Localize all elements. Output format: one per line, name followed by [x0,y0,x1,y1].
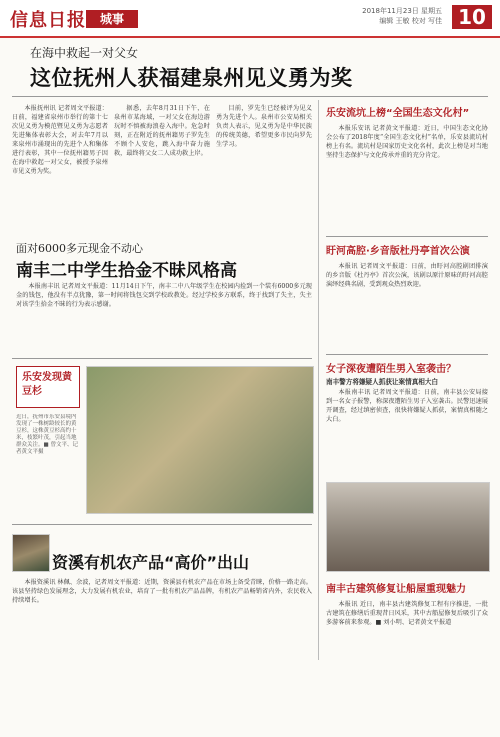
middle-body [16,282,312,352]
side-story-2-headline[interactable]: 盱河高腔·乡音版杜丹亭首次公演 [326,246,470,257]
bottom-right-body [326,600,488,724]
divider [12,524,312,525]
bottom-paragraph: 本报资溪讯 林佩、余波，记者周文平报道：近期，资溪县有机农产品在市场上备受青睐，价格一路走高。该县坚持绿色发展理念，大力发展有机农业，培育了一批有机农产品品牌，有机农产品畅销省内外，农民收入持续增长。 [12,579,312,604]
divider [12,96,488,97]
divider [326,354,488,355]
divider [326,236,488,237]
issue-date: 2018年11月23日 星期五 [362,7,442,15]
photo-box-title-frame [16,366,80,408]
lead-paragraph: 目前，罗先生已经被评为见义勇为先进个人。泉州市公安局相关负责人表示，见义勇为是中华民族的传统美德，希望更多市民向罗先生学习。 [216,105,312,148]
lead-body-col2 [114,104,210,232]
page-number: 10 [452,5,492,29]
section-tag[interactable]: 城事 [86,10,138,28]
building-photo [326,482,490,572]
newspaper-logo: 信息日报 [10,10,86,31]
middle-paragraph: 本报南丰讯 记者周文平报道：11月14日下午，南丰二中八年级学生在校园内捡到一个装有6000多元现金的钱包，他没有半点犹豫，第一时间将钱包交到学校政教处。经过学校多方联系，终于找到了失主，失主对该学生拾金不昧的行为表示感谢。 [16,283,312,308]
lead-body-col1 [12,104,108,232]
bottom-right-paragraph: 本报讯 近日，南丰县古建筑修复工程有序推进，一批古建筑在修缮后重现昔日风采，其中古船屋修复后吸引了众多游客前来参观。■ 刘小明、记者黄文平报道 [326,601,488,626]
side-story-3-headline[interactable]: 女子深夜遭陌生男入室袭击？ [326,364,456,375]
side-story-2-body [326,262,488,352]
lead-headline[interactable]: 这位抚州人获福建泉州见义勇为奖 [30,66,353,90]
side-story-1-headline[interactable]: 乐安流坑上榜“全国生态文化村” [326,108,470,119]
side-story-2-paragraph: 本报讯 记者周文平报道：日前，由盱河高腔剧团排演的乡音版《杜丹亭》首次公演，该剧以原汁原味的盱河高腔演绎经典名剧，受到观众热烈欢迎。 [326,263,488,288]
side-story-3-body [326,388,488,478]
column-divider [318,100,319,660]
lead-paragraph: 据悉，去年8月31日下午，在泉州市某海域，一对父女在海边游玩时不慎被海浪卷入海中。危急时刻，正在附近的抚州籍男子罗先生不顾个人安危，跳入海中奋力施救，最终将父女二人成功救上岸。 [114,105,210,157]
side-story-3-subhead: 南丰警方将嫌疑人抓获让案情真相大白 [326,378,439,386]
editor-credit: 编辑 王敏 校对 写佳 [379,17,442,25]
issue-meta [362,6,442,26]
photo-box-caption: 近日，抚州市乐安县境内发现了一株树龄较长的黄豆杉，这株黄豆杉高约十米，枝繁叶茂，引起当地群众关注。■ 曾文平、记者黄文平摄 [16,414,78,455]
lead-body-col3 [216,104,312,232]
yew-tree-photo [86,366,314,514]
divider [12,358,312,359]
produce-photo [12,534,50,572]
bottom-right-headline[interactable]: 南丰古建筑修复让船屋重现魅力 [326,584,466,595]
middle-headline[interactable]: 南丰二中学生拾金不昧风格高 [16,261,237,281]
lead-paragraph: 本报抚州讯 记者周文平报道：日前，福建省泉州市举行的第十七次见义勇为模范暨见义勇为志愿者先进集体表彰大会，对去年7月以来泉州市涌现出的先进个人和集体进行表彰，其中一位抚州籍男子因在海中救起一对父女，被授予泉州市见义勇为奖。 [12,105,108,175]
middle-kicker: 面对6000多元现金不动心 [16,242,143,255]
bottom-headline[interactable]: 资溪有机农产品“高价”出山 [52,553,250,572]
side-story-3-paragraph: 本报南丰讯 记者周文平报道：日前，南丰县公安局接到一名女子报警，称深夜遭陌生男子入室袭击。民警迅速展开调查，经过缜密侦查，很快将嫌疑人抓获，案情真相随之大白。 [326,389,488,423]
side-story-1-paragraph: 本报乐安讯 记者黄文平报道：近日，中国生态文化协会公布了2018年度“全国生态文化村”名单，乐安县流坑村榜上有名。流坑村是国家历史文化名村，此次上榜是对当地坚持生态保护与文化传承并重的充分肯定。 [326,125,488,159]
masthead [0,0,500,38]
bottom-body [12,578,312,728]
side-story-1-body [326,124,488,234]
photo-box-title[interactable]: 乐安发现黄豆杉 [22,372,72,397]
lead-kicker: 在海中救起一对父女 [30,46,139,60]
